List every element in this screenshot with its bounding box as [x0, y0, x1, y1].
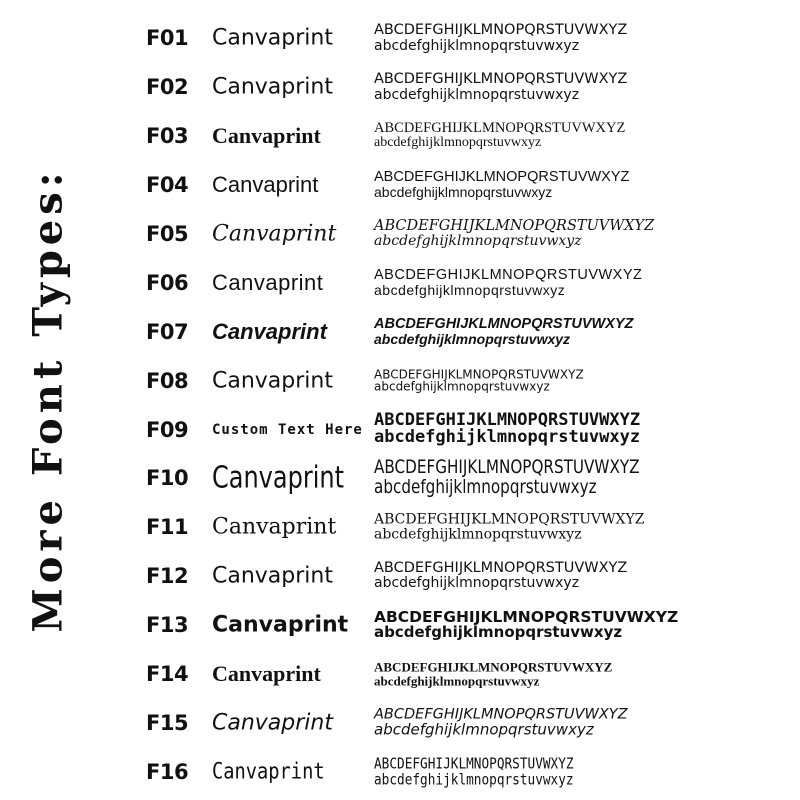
lowercase-alphabet: abcdefghijklmnopqrstuvwxyz — [374, 331, 571, 348]
lowercase-alphabet: abcdefghijklmnopqrstuvwxyz — [374, 37, 580, 54]
font-alphabet — [374, 409, 641, 448]
font-code: F03 — [146, 124, 189, 149]
lowercase-alphabet: abcdefghijklmnopqrstuvwxyz — [374, 769, 574, 788]
font-row — [0, 307, 800, 356]
lowercase-alphabet: abcdefghijklmnopqrstuvwxyz — [374, 379, 550, 394]
font-alphabet — [374, 561, 627, 591]
uppercase-alphabet: ABCDEFGHIJKLMNOPQRSTUVWXYZ — [374, 409, 641, 430]
font-alphabet — [374, 660, 612, 687]
font-code: F12 — [146, 564, 189, 589]
font-alphabet — [374, 72, 627, 102]
font-row — [0, 405, 800, 454]
font-row — [0, 454, 800, 503]
font-code: F05 — [146, 222, 189, 246]
font-sample: Canvaprint — [212, 269, 324, 295]
font-alphabet — [374, 317, 633, 347]
font-code: F11 — [146, 515, 189, 540]
font-sample: Canvaprint — [212, 74, 333, 100]
font-code: F16 — [146, 759, 189, 784]
lowercase-alphabet: abcdefghijklmnopqrstuvwxyz — [374, 623, 623, 642]
uppercase-alphabet: ABCDEFGHIJKLMNOPQRSTUVWXYZ — [374, 169, 630, 186]
font-sample: Canvaprint — [212, 172, 319, 198]
lowercase-alphabet: abcdefghijklmnopqrstuvwxyz — [374, 233, 582, 250]
font-alphabet — [374, 23, 627, 53]
font-sample: Canvaprint — [212, 612, 349, 638]
font-row — [0, 552, 800, 601]
uppercase-alphabet: ABCDEFGHIJKLMNOPQRSTUVWXYZ — [374, 456, 640, 479]
font-row — [0, 14, 800, 63]
font-list — [0, 14, 800, 796]
font-sample: Canvaprint — [212, 661, 321, 687]
font-row — [0, 63, 800, 112]
uppercase-alphabet: ABCDEFGHIJKLMNOPQRSTUVWXYZ — [374, 659, 613, 675]
font-sample: Canvaprint — [212, 25, 333, 51]
uppercase-alphabet: ABCDEFGHIJKLMNOPQRSTUVWXYZ — [374, 218, 655, 235]
font-alphabet — [374, 513, 644, 542]
font-sample: Canvaprint — [212, 318, 327, 344]
uppercase-alphabet: ABCDEFGHIJKLMNOPQRSTUVWXYZ — [374, 511, 645, 528]
uppercase-alphabet: ABCDEFGHIJKLMNOPQRSTUVWXYZ — [374, 367, 584, 382]
font-sample: Custom Text Here — [212, 421, 363, 438]
lowercase-alphabet: abcdefghijklmnopqrstuvwxyz — [374, 427, 641, 448]
font-sample: Canvaprint — [212, 460, 344, 496]
font-sample: Canvaprint — [212, 123, 321, 149]
font-alphabet — [374, 609, 678, 641]
uppercase-alphabet: ABCDEFGHIJKLMNOPQRSTUVWXYZ — [374, 266, 643, 283]
lowercase-alphabet: abcdefghijklmnopqrstuvwxyz — [374, 476, 597, 499]
uppercase-alphabet: ABCDEFGHIJKLMNOPQRSTUVWXYZ — [374, 120, 626, 137]
font-alphabet — [374, 456, 640, 499]
font-code: F01 — [146, 26, 189, 51]
font-code: F08 — [146, 368, 189, 393]
font-row — [0, 112, 800, 161]
uppercase-alphabet: ABCDEFGHIJKLMNOPQRSTUVWXYZ — [374, 608, 679, 627]
uppercase-alphabet: ABCDEFGHIJKLMNOPQRSTUVWXYZ — [374, 22, 628, 39]
uppercase-alphabet: ABCDEFGHIJKLMNOPQRSTUVWXYZ — [374, 560, 628, 577]
font-row — [0, 503, 800, 552]
lowercase-alphabet: abcdefghijklmnopqrstuvwxyz — [374, 720, 594, 739]
font-row — [0, 601, 800, 650]
lowercase-alphabet: abcdefghijklmnopqrstuvwxyz — [374, 526, 582, 543]
lowercase-alphabet: abcdefghijklmnopqrstuvwxyz — [374, 86, 580, 103]
lowercase-alphabet: abcdefghijklmnopqrstuvwxyz — [374, 575, 580, 592]
lowercase-alphabet: abcdefghijklmnopqrstuvwxyz — [374, 282, 566, 299]
font-code: F15 — [146, 710, 189, 735]
font-code: F07 — [146, 319, 189, 344]
font-row — [0, 698, 800, 747]
font-code: F06 — [146, 270, 189, 295]
lowercase-alphabet: abcdefghijklmnopqrstuvwxyz — [374, 673, 540, 689]
uppercase-alphabet: ABCDEFGHIJKLMNOPQRSTUVWXYZ — [374, 315, 634, 332]
font-row — [0, 747, 800, 796]
uppercase-alphabet: ABCDEFGHIJKLMNOPQRSTUVWXYZ — [374, 706, 628, 723]
font-code: F14 — [146, 662, 189, 687]
font-alphabet — [374, 707, 628, 738]
lowercase-alphabet: abcdefghijklmnopqrstuvwxyz — [374, 184, 553, 201]
font-code: F10 — [146, 466, 189, 491]
font-row — [0, 258, 800, 307]
font-sample: Canvaprint — [212, 368, 333, 394]
font-code: F02 — [146, 75, 189, 100]
font-sample: Canvaprint — [212, 221, 337, 247]
font-code: F04 — [146, 173, 189, 198]
font-row — [0, 356, 800, 405]
font-sample: Canvaprint — [212, 710, 333, 736]
font-row — [0, 650, 800, 699]
font-code: F13 — [146, 613, 189, 638]
uppercase-alphabet: ABCDEFGHIJKLMNOPQRSTUVWXYZ — [374, 754, 574, 773]
font-alphabet — [374, 268, 642, 298]
uppercase-alphabet: ABCDEFGHIJKLMNOPQRSTUVWXYZ — [374, 71, 628, 88]
side-title: More Font Types: — [24, 167, 72, 633]
font-row — [0, 210, 800, 259]
font-row — [0, 161, 800, 210]
font-code: F09 — [146, 417, 189, 442]
font-alphabet — [374, 368, 584, 393]
font-sample: Canvaprint — [212, 514, 337, 540]
font-alphabet — [374, 170, 629, 200]
font-sample: Canvaprint — [212, 759, 325, 785]
lowercase-alphabet: abcdefghijklmnopqrstuvwxyz — [374, 135, 542, 151]
font-sample: Canvaprint — [212, 563, 333, 589]
font-alphabet — [374, 219, 654, 249]
font-alphabet — [374, 121, 625, 151]
font-alphabet — [374, 756, 574, 788]
